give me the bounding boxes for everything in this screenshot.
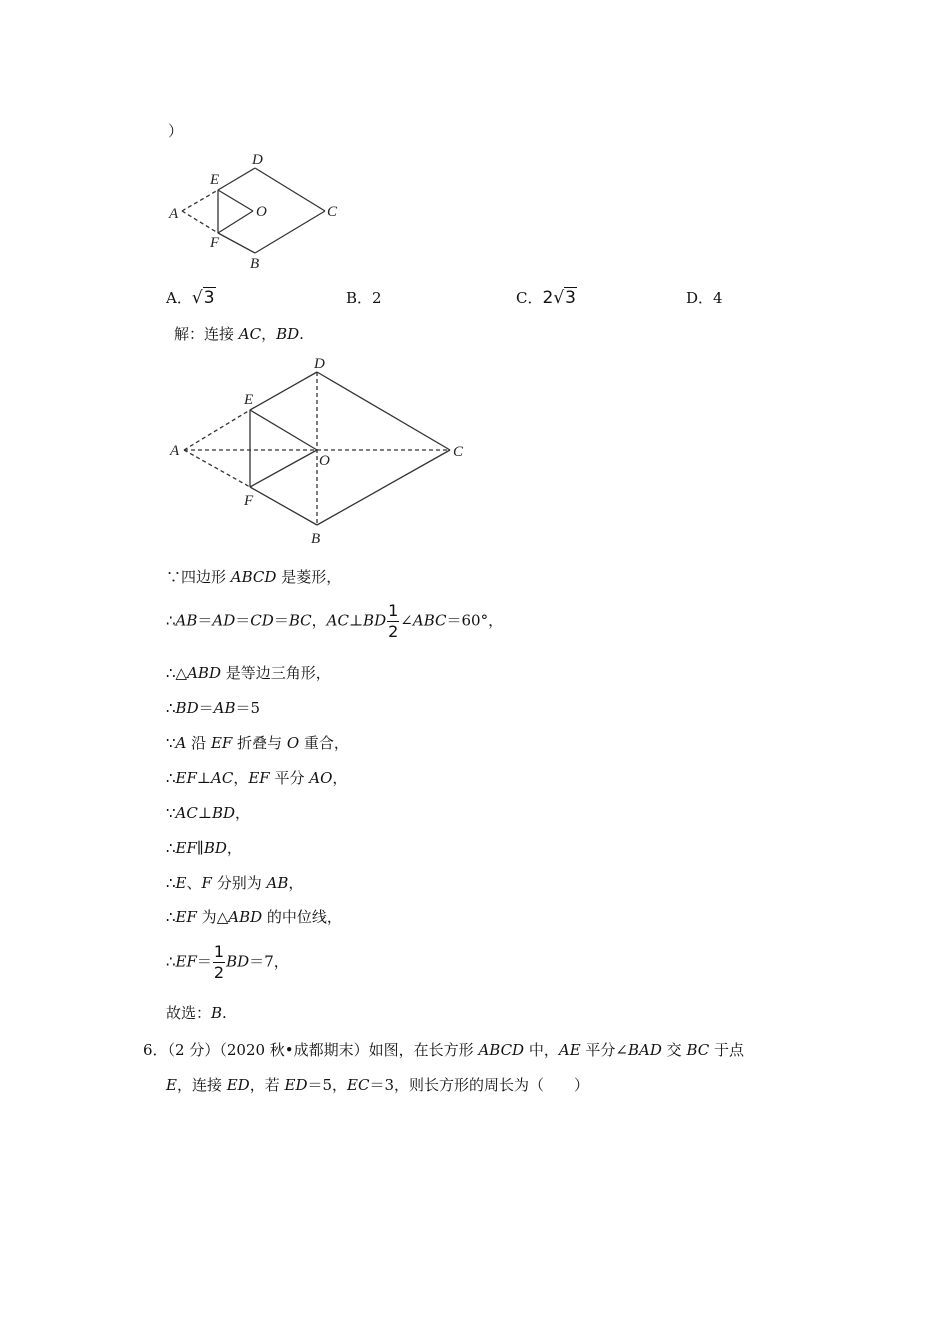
label-a: A: [170, 443, 180, 459]
label-a: A: [169, 206, 179, 222]
edge-eo: [218, 190, 253, 211]
edge-cb: [317, 450, 450, 525]
label-b: B: [250, 256, 260, 270]
dashed-ae: [184, 410, 250, 450]
step-11: ∴EF＝ $\frac{1}{2}$ BD＝7，: [166, 942, 289, 982]
step-1: ∵四边形 ABCD 是菱形，: [166, 568, 342, 586]
label-e: E: [244, 392, 254, 408]
question-6-line-2: E，连接 ED，若 ED＝5，EC＝3，则长方形的周长为（ ）: [166, 1076, 590, 1094]
dashed-af: [182, 211, 218, 233]
option-a: A．√3: [166, 288, 215, 308]
option-b: B．2: [346, 289, 382, 307]
figure-rhombus-small: [160, 150, 360, 270]
step-4: ∴BD＝AB＝5: [166, 699, 261, 717]
label-d: D: [314, 356, 325, 372]
step-9: ∴E、F 分别为 AB，: [166, 874, 304, 892]
label-d: D: [252, 152, 263, 168]
solution-intro: 解：连接 AC，BD.: [174, 325, 304, 343]
label-f: F: [210, 235, 220, 251]
step-7: ∵AC⊥BD，: [166, 804, 251, 822]
label-o: O: [319, 453, 330, 469]
label-f: F: [244, 493, 254, 509]
option-c: C．2√3: [516, 288, 576, 308]
dashed-af: [184, 450, 250, 487]
edge-dc: [317, 372, 450, 450]
label-b: B: [311, 531, 321, 547]
label-c: C: [453, 444, 464, 460]
question-number: 6．: [143, 1041, 168, 1059]
edge-eo: [250, 410, 317, 450]
two-sqrt-3: 2√3: [542, 288, 576, 308]
dashed-ae: [182, 190, 218, 211]
fraction-half: $\frac{1}{2}$: [213, 942, 225, 982]
label-o: O: [256, 204, 267, 220]
sqrt-3: √3: [191, 288, 215, 308]
fraction-half: $\frac{1}{2}$: [388, 601, 399, 641]
question-6-line-1: 6．（2 分）（2020 秋•成都期末）如图，在长方形 ABCD 中，AE 平分∠BAD 交 BC 于点: [143, 1041, 744, 1059]
step-2: ∴AB＝AD＝CD＝BC，AC⊥BD $\frac{1}{2}$ ∠ABC＝60°，: [166, 601, 504, 641]
step-8: ∴EF∥BD，: [166, 839, 242, 857]
edge-ed: [250, 372, 317, 410]
step-10: ∴EF 为△ABD 的中位线，: [166, 908, 342, 926]
edge-bf: [218, 233, 255, 253]
figure-rhombus-large: [164, 352, 474, 552]
edge-ed: [218, 168, 255, 190]
edge-bf: [250, 487, 317, 525]
question-paren-close: ）: [168, 122, 184, 140]
step-5: ∵A 沿 EF 折叠与 O 重合，: [166, 734, 349, 752]
label-e: E: [210, 172, 220, 188]
edge-fo: [250, 450, 317, 487]
answer-line: 故选：B.: [166, 1004, 227, 1022]
edge-fo: [218, 211, 253, 233]
step-3: ∴△ABD 是等边三角形，: [166, 664, 331, 682]
step-6: ∴EF⊥AC，EF 平分 AO，: [166, 769, 348, 787]
label-c: C: [327, 204, 338, 220]
option-d: D．4: [686, 289, 723, 307]
